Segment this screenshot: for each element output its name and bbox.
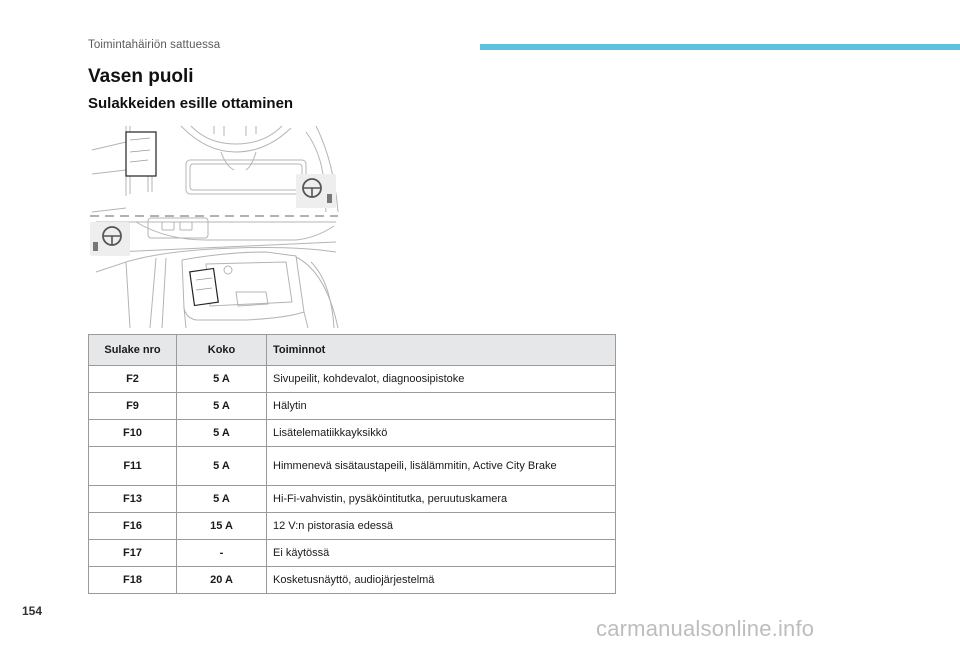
fuse-number-cell: F16 (89, 513, 177, 540)
fuse-size-cell: 5 A (177, 366, 267, 393)
fuse-number-cell: F18 (89, 567, 177, 594)
fuse-number-cell: F17 (89, 540, 177, 567)
chapter-header: Toimintahäiriön sattuessa (88, 39, 221, 51)
fuse-function-cell: Kosketusnäyttö, audiojärjestelmä (267, 567, 616, 594)
table-row (89, 513, 616, 540)
header-accent-bar (480, 44, 960, 50)
subsection-title: Sulakkeiden esille ottaminen (88, 95, 294, 112)
table-row (89, 366, 616, 393)
fuse-number-cell: F10 (89, 420, 177, 447)
table-row (89, 486, 616, 513)
fuse-size-cell: 5 A (177, 486, 267, 513)
column-header-size: Koko (177, 335, 267, 366)
fuse-size-cell: 5 A (177, 420, 267, 447)
dashboard-illustration (86, 122, 342, 328)
table-header-row (89, 335, 616, 366)
fuse-table (88, 334, 616, 594)
fuse-function-cell: Ei käytössä (267, 540, 616, 567)
table-row (89, 447, 616, 486)
fuse-function-cell: Lisätelematiikkayksikkö (267, 420, 616, 447)
fuse-size-cell: - (177, 540, 267, 567)
section-title: Vasen puoli (88, 66, 194, 87)
fuse-size-cell: 5 A (177, 393, 267, 420)
column-header-fuse-number: Sulake nro (89, 335, 177, 366)
fuse-number-cell: F11 (89, 447, 177, 486)
fuse-size-cell: 5 A (177, 447, 267, 486)
table-row (89, 567, 616, 594)
steering-wheel-icon (296, 174, 336, 208)
fuse-function-cell: 12 V:n pistorasia edessä (267, 513, 616, 540)
fuse-function-cell: Hälytin (267, 393, 616, 420)
fuse-number-cell: F9 (89, 393, 177, 420)
fuse-function-cell: Hi-Fi-vahvistin, pysäköintitutka, peruutuskamera (267, 486, 616, 513)
fuse-size-cell: 20 A (177, 567, 267, 594)
fuse-function-cell: Sivupeilit, kohdevalot, diagnoosipistoke (267, 366, 616, 393)
column-header-functions: Toiminnot (267, 335, 616, 366)
steering-wheel-icon (90, 222, 130, 256)
fuse-size-cell: 15 A (177, 513, 267, 540)
fuse-number-cell: F2 (89, 366, 177, 393)
table-row (89, 420, 616, 447)
table-row (89, 540, 616, 567)
table-row (89, 393, 616, 420)
page-number: 154 (22, 604, 43, 618)
fuse-function-cell: Himmenevä sisätaustapeili, lisälämmitin, Active City Brake (267, 447, 616, 486)
fuse-number-cell: F13 (89, 486, 177, 513)
watermark: carmanualsonline.info (596, 616, 815, 641)
